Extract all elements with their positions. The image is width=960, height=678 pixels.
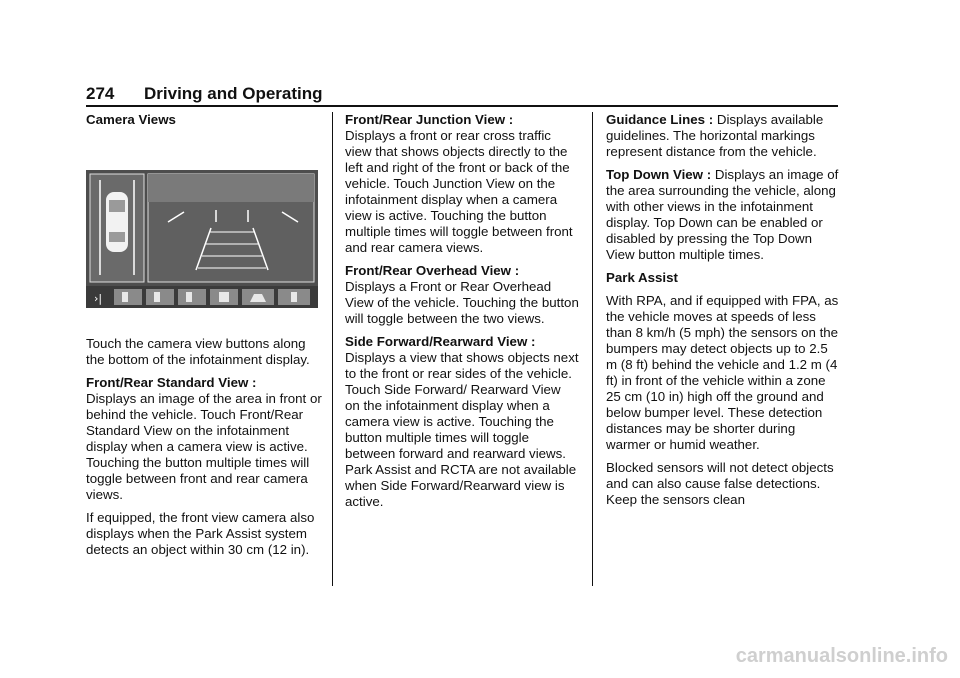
- standard-view-title: Front/Rear Standard View :: [86, 375, 257, 390]
- column-divider-1: [332, 112, 333, 586]
- junction-view-paragraph: [345, 112, 579, 256]
- front-camera-paragraph: If equipped, the front view camera also displays when the Park Assist system detects an object within 30 cm (12 in).: [86, 510, 315, 557]
- top-down-text: Displays an image of the area surrounding the vehicle, along with other views in the infotainment display. Top Down can be enabled or disabled by pressing the Top Down View button multiple times.: [606, 167, 839, 262]
- column-1: [86, 112, 322, 135]
- overhead-view-title: Front/Rear Overhead View :: [345, 263, 520, 278]
- column-divider-2: [592, 112, 593, 586]
- side-view-text: Displays a view that shows objects next to the front or rear sides of the vehicle. Touch Side Forward/ Rearward View on the infotainment display when a camera view is active. Touching the button multiple times will toggle between forward and rearward views. Park Assist and RCTA are not available when Side Forward/Rearward view is active.: [345, 350, 579, 509]
- camera-views-heading: Camera Views: [86, 112, 176, 127]
- watermark: carmanualsonline.info: [735, 645, 948, 667]
- overhead-view-paragraph: [345, 263, 579, 327]
- junction-view-text: Displays a front or rear cross traffic view that shows objects directly to the left and right of the front or back of the vehicle. Touch Junction View on the infotainment display when a camera view is active. Touching the button multiple times will toggle between front and rear camera views.: [345, 128, 573, 255]
- guidance-lines-text: Displays available guidelines. The horizontal markings represent distance from the vehicle.: [606, 112, 824, 159]
- page-number: 274: [86, 84, 115, 103]
- header-rule: [86, 105, 838, 107]
- standard-view-paragraph: [86, 375, 322, 503]
- camera-display-illustration: [86, 170, 318, 308]
- side-view-paragraph: [345, 334, 579, 510]
- column-3: [606, 112, 842, 515]
- top-down-paragraph: [606, 167, 842, 263]
- top-down-title: Top Down View :: [606, 167, 712, 182]
- overhead-view-text: Displays a Front or Rear Overhead View of the vehicle. Touching the button will toggle between the two views.: [345, 279, 579, 326]
- section-title: Driving and Operating: [144, 84, 323, 103]
- intro-paragraph: Touch the camera view buttons along the bottom of the infotainment display.: [86, 336, 310, 367]
- guidance-lines-title: Guidance Lines :: [606, 112, 714, 127]
- guidance-lines-paragraph: [606, 112, 842, 160]
- column-1-body: [86, 336, 322, 565]
- page-header: [86, 84, 323, 104]
- junction-view-title: Front/Rear Junction View :: [345, 112, 514, 127]
- blocked-sensors-paragraph: Blocked sensors will not detect objects and can also cause false detections. Keep the sensors clean: [606, 460, 834, 507]
- side-view-title: Side Forward/Rearward View :: [345, 334, 536, 349]
- svg-text:›|: ›|: [94, 292, 103, 305]
- standard-view-text: Displays an image of the area in front or behind the vehicle. Touch Front/Rear Standard View on the infotainment display when a camera view is active. Touching the button multiple times will toggle between front and rear camera views.: [86, 391, 322, 502]
- column-2: [345, 112, 579, 517]
- park-assist-paragraph: With RPA, and if equipped with FPA, as the vehicle moves at speeds of less than 8 km/h (5 mph) the sensors on the bumpers may detect objects up to 2.5 m (8 ft) behind the vehicle and 1.2 m (4 ft) in front of the vehicle within a zone 25 cm (10 in) high off the ground and below bumper level. These detection distances may be shorter during warmer or humid weather.: [606, 293, 839, 452]
- park-assist-heading: Park Assist: [606, 270, 678, 285]
